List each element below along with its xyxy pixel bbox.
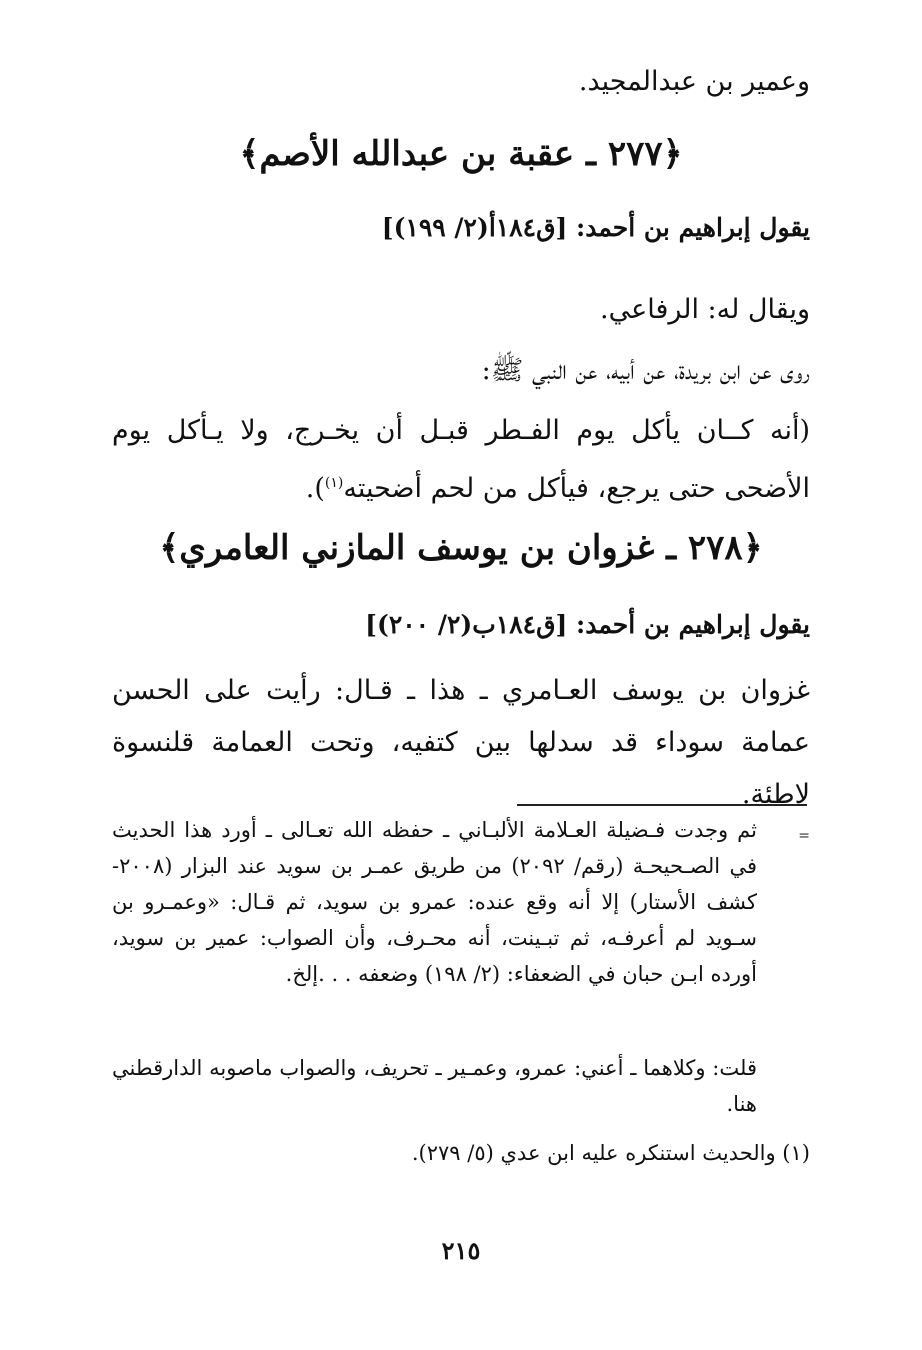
entry-277-source: يقول إبراهيم بن أحمد: [ق١٨٤أ(٢/ ١٩٩)] — [381, 213, 810, 242]
entry-277-alias: ويقال له: الرفاعي. — [600, 294, 810, 325]
entry-278-source: يقول إبراهيم بن أحمد: [ق١٨٤ب(٢/ ٢٠٠)] — [365, 610, 810, 639]
footnote-divider — [517, 804, 807, 806]
footnote-note: قلت: وكلاهما ـ أعني: عمرو، وعمـير ـ تحريف، والصواب ماصوبه الدارقطني هنا. — [112, 1056, 757, 1116]
entry-277-hadith — [112, 405, 810, 515]
entry-277-heading: ﴿٢٧٧ ـ عقبة بن عبدالله الأصم﴾ — [239, 134, 683, 174]
entry-278-heading: ﴿٢٧٨ ـ غزوان بن يوسف المازني العامري﴾ — [159, 528, 763, 568]
footnote-ref-1: (١) — [324, 475, 344, 491]
continuation-line: وعمير بن عبدالمجيد. — [578, 66, 810, 97]
entry-277-riwaya: روى عن ابن بريدة، عن أبيه، عن النبي ﷺ: — [481, 355, 810, 386]
footnote-continued: ثم وجدت فـضيلة العـلامة الألبـاني ـ حفظه الله تعـالى ـ أورد هذا الحديث في الصـحيحـة (رقم/ ٢٠٩٢) من طريق عمـر بن سويد عند البزار (٢٠٠٨-كشف الأستار) إلا أنه وقع عنده: عمرو بن سويد، ثم قـال: «وعمـرو بن سـويد لم أعرفـه، ثم تبـينت، أنه محـرف، وأن الصواب: عمير بن سويد، أورده ابـن حبان في الضعفاء: (٢/ ١٩٨) وضعفه . . .إلخ. — [112, 818, 757, 986]
hadith-end: ). — [305, 473, 325, 504]
hadith-text: (أنه كــان يأكل يوم الفـطر قبـل أن يخـرج، ولا يـأكل يوم الأضحى حتى يرجع، فيأكل من لحم أضحيته — [112, 415, 810, 504]
footnote-continuation-marker: = — [798, 828, 810, 844]
entry-278-text: غزوان بن يوسف العـامري ـ هذا ـ قـال: رأيت على الحسن عمامة سوداء قد سدلها بين كتفيه، وتحت العمامة قلنسوة لاطئة. — [112, 675, 810, 810]
page-number: ٢١٥ — [441, 1236, 481, 1265]
footnote-1: (١) والحديث استنكره عليه ابن عدي (٥/ ٢٧٩). — [411, 1141, 810, 1165]
